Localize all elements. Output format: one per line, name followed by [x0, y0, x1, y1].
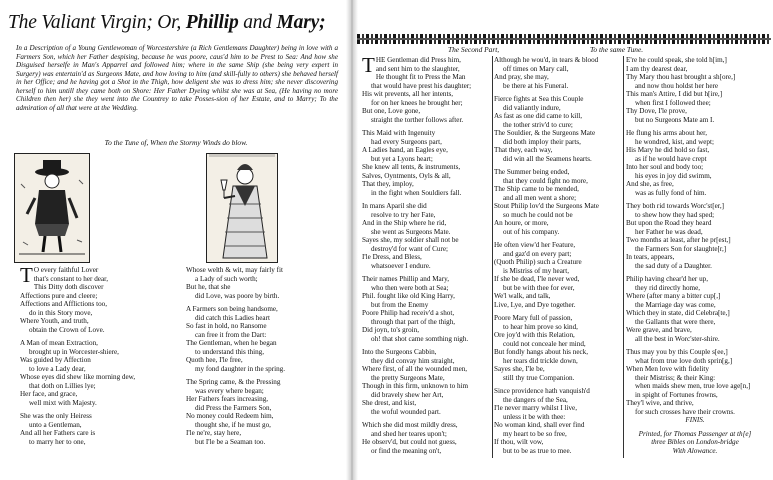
verse-line: that doth on Lillies lye;	[29, 381, 96, 390]
verse-line: but yet a Lyons heart;	[371, 154, 433, 163]
verse-line: Where (after many a bitter cup[,]	[626, 292, 721, 300]
verse-line: If she be dead, I'le never wed,	[494, 275, 580, 283]
tune-line: To the Tune of, When the Stormy Winds do blow.	[104, 138, 248, 147]
verse-line: did Love, was poore by birth.	[195, 291, 280, 300]
verse-line: Where first, of all the wounded men,	[362, 365, 468, 373]
verse-line: Although he wou'd, in tears & blood	[494, 56, 599, 64]
verse-line: Affections pure and cleere;	[20, 291, 98, 300]
imprint-line: Printed, for Thomas Passenger at th[e]	[638, 429, 752, 438]
verse-line: the dangers of the Sea,	[503, 395, 568, 404]
verse-line: or find the meaning on't,	[371, 446, 442, 455]
verse-line: (Quoth Philip) such a Creature	[494, 258, 582, 266]
verse-line: Stout Philip lov'd the Surgeons Mate	[494, 202, 599, 210]
verse-line: my fond daughter in the spring.	[195, 364, 286, 373]
verse-line: did bravely shew her Art,	[371, 390, 444, 399]
verse-line: Two months at least, after he pr[est,]	[626, 236, 731, 244]
verse-line: Though in this firm, unknown to him	[362, 382, 469, 390]
verse-line: off times on Mary call,	[503, 64, 569, 73]
verse-line: her Father he was dead,	[635, 227, 703, 236]
verse-line: they rid directly home,	[635, 283, 701, 292]
verse-line: Whose welth & wit, may fairly fit	[186, 266, 283, 274]
verse-line: and gaz'd on every part;	[503, 249, 572, 258]
verse-line: but I'le be a Seaman too.	[195, 437, 266, 446]
verse-line: Thus may you by this Couple s[ee,]	[626, 348, 728, 356]
verse-line: And in the Ship where he rid,	[362, 219, 447, 227]
verse-line: Sayes she, I'le be,	[494, 365, 545, 373]
verse-line: Since providence hath vanquish'd	[494, 387, 590, 395]
verse-line: Whose eyes did shew like morning dew,	[20, 373, 136, 381]
right-page	[356, 0, 773, 480]
part-two-column-2	[494, 56, 622, 455]
verse-line: resolve to try her Fate,	[371, 210, 436, 219]
verse-line: did catch this Ladies heart	[195, 313, 270, 322]
part-one-column-1	[20, 263, 170, 446]
verse-line: can free it from the Dart:	[195, 330, 267, 339]
verse-line: he wondred, kist, and wept;	[635, 137, 714, 146]
verse-line: for on her knees he brought her;	[371, 98, 463, 107]
verse-line: Philip having chear'd her up,	[626, 275, 708, 283]
verse-line: all the best in Worc'ster-shire.	[635, 334, 720, 343]
finis-text: FINIS.	[685, 416, 705, 424]
verse-line: So fast in hold, no Ransome	[186, 322, 267, 330]
verse-line: His wit prevents, all her intents,	[362, 90, 454, 98]
verse-line: the Farmers Son for slaughte[r,]	[635, 244, 727, 253]
verse-line: They'l wive, and thrive,	[626, 399, 694, 407]
verse-line: her tears did trickle down,	[503, 356, 578, 365]
verse-line: who then were both at Sea;	[371, 283, 449, 292]
verse-line: He often view'd her Feature,	[494, 241, 576, 249]
verse-line: She drest, and kist,	[362, 399, 417, 407]
left-page	[0, 0, 352, 480]
verse-line: And she, as free,	[626, 180, 674, 188]
verse-line: in the fight when Souldiers fall.	[371, 188, 462, 197]
verse-line: and shed her teares upon't;	[371, 429, 447, 438]
verse-line: No money could Redeem him,	[186, 412, 274, 420]
verse-line: In tears, appears,	[626, 253, 675, 261]
verse-line: They both rid towards Worc'st[er,]	[626, 202, 725, 210]
verse-line: Live, Lye, and Dye together.	[494, 300, 576, 309]
drop-cap: T	[20, 263, 33, 287]
column-rule	[492, 56, 493, 458]
verse-line: Affections and Afflictions too,	[20, 300, 107, 308]
ballad-title: The Valiant Virgin; Or, Phillip and Mary;	[8, 12, 326, 33]
verse-line: when maids shew men, true love age[n,]	[635, 382, 751, 390]
verse-line: whatsoever I endure.	[371, 261, 431, 270]
verse-line: for such crosses have their crowns.	[635, 407, 735, 416]
verse-line: was every where began;	[195, 386, 264, 395]
verse-line: to hear him prove so kind,	[503, 322, 578, 331]
verse-line: that's constant to her dear,	[33, 274, 108, 283]
verse-line: and sent him to the slaughter,	[375, 64, 460, 73]
verse-line: When Men love with fidelity	[626, 365, 709, 373]
verse-line: The Spring came, & the Pressing	[186, 378, 281, 386]
verse-line: that they could fight no more,	[503, 176, 588, 185]
verse-line: No woman kind, shall ever find	[494, 421, 585, 429]
verse-line: This man's Attire, I did but h[ire,]	[626, 90, 723, 98]
verse-line: HE Gentleman did Press him,	[375, 56, 461, 64]
verse-line: is Mistriss of my heart,	[503, 266, 570, 275]
verse-line: their Mistriss; & their King:	[635, 373, 716, 382]
verse-line: He thought fit to Press the Man	[375, 73, 466, 81]
verse-line: did Press the Farmers Son,	[195, 403, 272, 412]
verse-line: A Man of mean Extraction,	[20, 339, 98, 347]
verse-line: in spight of Fortunes frowns,	[635, 390, 718, 399]
verse-line: O every faithful Lover	[33, 266, 99, 274]
drop-cap: T	[362, 53, 375, 77]
verse-line: they did convay him straight,	[371, 356, 455, 365]
verse-line: We'l walk, and talk,	[494, 292, 551, 300]
verse-line: I'le never marry whilst I live,	[494, 404, 577, 412]
verse-line: And pray, she may,	[494, 73, 549, 81]
verse-line: but be with thee for ever,	[503, 283, 575, 292]
verse-line: And all her Fathers care is	[20, 429, 96, 437]
verse-line: Their names Phillip and Mary,	[362, 275, 449, 283]
verse-line: I am thy dearest dear,	[626, 64, 688, 73]
verse-line: But upon the Road they heard	[626, 219, 712, 227]
verse-line: The Souldier, & the Surgeons Mate	[494, 129, 596, 137]
verse-line: to shew how they had sped;	[635, 210, 715, 219]
verse-line: well mixt with Majesty.	[29, 398, 97, 407]
verse-line: The Ship came to be mended,	[494, 185, 579, 193]
verse-line: She knew all tents, & instruments,	[362, 163, 461, 171]
verse-line: had every Surgeons part,	[371, 137, 442, 146]
verse-line: Poore Philip had receiv'd a shot,	[362, 309, 455, 317]
verse-line: she went as Surgeons Mate.	[371, 227, 451, 236]
imprint-line: With Alowance.	[672, 446, 718, 455]
verse-line: did win all the Seamens hearts.	[503, 154, 592, 163]
verse-line: the Marriage day was come,	[635, 300, 716, 309]
ornamental-banner	[357, 34, 771, 44]
verse-line: Phil. fought like old King Harry,	[362, 292, 455, 300]
verse-line: but to be as true to mee.	[503, 446, 572, 455]
verse-line: the Gallants that were there,	[635, 317, 716, 326]
verse-line: the tother striv'd to cure;	[503, 120, 573, 129]
verse-line: did valiantly indure,	[503, 103, 561, 112]
verse-line: In mans Aparil she did	[362, 202, 427, 210]
verse-line: thought she, if he must go,	[195, 420, 271, 429]
verse-line: Sayes she, my soldier shall not be	[362, 236, 459, 244]
verse-line: out of his company.	[503, 227, 560, 236]
verse-line: But one, Love gone,	[362, 107, 421, 115]
verse-line: I'le Dress, and Bless,	[362, 253, 422, 261]
verse-line: to understand this thing,	[195, 347, 265, 356]
verse-line: the pretty Surgeons Mate,	[371, 373, 445, 382]
verse-line: But he, that she	[186, 283, 231, 291]
part-two-column-3	[626, 56, 764, 455]
verse-line: Did joyn, to's groin,	[362, 326, 420, 334]
verse-line: But fondly hangs about his neck,	[494, 348, 589, 356]
verse-line: Poore Mary full of passion,	[494, 314, 573, 322]
verse-line: destroy'd for want of Cure;	[371, 244, 449, 253]
verse-line: did both imploy their parts,	[503, 137, 581, 146]
verse-line: This Ditty doth discover	[33, 283, 104, 291]
column-rule	[623, 56, 624, 458]
verse-line: be there at his Funeral.	[503, 81, 569, 90]
verse-line: but no Surgeons Mate am I.	[635, 115, 715, 124]
verse-line: Thy Mary thou hast brought a sh[ore,]	[626, 73, 736, 81]
verse-line: so much he could not be	[503, 210, 573, 219]
verse-line: and all men went a shore;	[503, 193, 577, 202]
verse-line: Were grave, and brave,	[626, 326, 692, 334]
verse-line: Which she did most mildly dress,	[362, 421, 458, 429]
verse-line: This Maid with Ingenuity	[362, 129, 436, 137]
part-one-column-2	[186, 266, 346, 446]
verse-line: Her Fathers fears increasing,	[186, 395, 269, 403]
verse-line: Her face, and grace,	[20, 390, 78, 398]
verse-line: obtain the Crown of Love.	[29, 325, 105, 334]
same-tune-heading: To the same Tune.	[590, 45, 644, 54]
imprint-line: three Bibles on London-bridge	[651, 438, 739, 446]
verse-line: still thy true Companion.	[503, 373, 575, 382]
verse-line: The Summer being ended,	[494, 168, 570, 176]
verse-line: to love a Lady dear,	[29, 364, 86, 373]
verse-line: A Farmers son being handsome,	[186, 305, 278, 313]
verse-line: He flung his arms about her,	[626, 129, 708, 137]
verse-line: E're he could speak, she told h[im,]	[626, 56, 727, 64]
verse-line: Quoth hee, I'le free,	[186, 356, 243, 364]
verse-line: what from true love doth sprin[g,]	[635, 356, 733, 365]
verse-line: straight the torther follows after.	[371, 115, 464, 124]
woodcut-woman	[206, 153, 278, 263]
verse-line: The Gentleman, when he began	[186, 339, 277, 347]
second-part-heading: The Second Part,	[448, 45, 500, 54]
verse-line: and now thou holdst her here	[635, 81, 719, 90]
verse-line: but from the Enemy	[371, 300, 429, 309]
verse-line: Ore joy'd with this Relation,	[494, 331, 575, 339]
verse-line: unless it be with thee:	[503, 412, 566, 421]
verse-line: oh! that shot came somthing nigh.	[371, 334, 469, 343]
verse-line: the sad duty of a Daughter.	[635, 261, 712, 270]
verse-line: That they, each way,	[494, 146, 553, 154]
verse-line: through that part of the thigh,	[371, 317, 456, 326]
verse-line: Salves, Oyntments, Oyls & all,	[362, 171, 451, 180]
verse-line: She was the only Heiress	[20, 412, 92, 420]
verse-line: Which they in state, did Celebra[te,]	[626, 309, 730, 317]
woodcut-man	[14, 153, 90, 263]
verse-line: to marry her to one,	[29, 437, 86, 446]
verse-line: that would have prest his daughter;	[371, 81, 472, 90]
verse-line: I'le ne're, stay here,	[186, 429, 242, 437]
verse-line: A Ladies hand, an Eagles eye,	[362, 146, 448, 154]
verse-line: unto a Gentleman,	[29, 420, 82, 429]
verse-line: Into the Surgeons Cabbin,	[362, 348, 437, 356]
intro-paragraph: In a Description of a Young Gentlewoman of Worcestershire (a Rich Gentlemans Daughter) being in love with a Farmers Son, which her Father despising, because he was poore, caus'd him to be Prest to Sea: And how she Disguised herselfe in Man's Apparrel and followed him; where in the same Ship (she being very expert in Surgery) was entertain'd as Surgeons Mate, and how loving to him (and skill-fully to others) she behaved herself in her Office; and he having got a Shot in the Thigh, how deligent she was to dress him; she never discovering herself to him untill they came both on Shore: Her Father Dyeing whilst she was at Sea, (He having no more Children then her) she they went into the Countrey to take Posses-sion of her Estate, and to Marry; To the admiration of all that were at the Wedding.	[16, 44, 338, 112]
verse-line: my heart to be so free,	[503, 429, 567, 438]
verse-line: Was guided by Affection	[20, 356, 91, 364]
verse-line: could not conceale her mind,	[503, 339, 586, 348]
verse-line: Where Youth, and truth,	[20, 317, 89, 325]
verse-line: His Mary he did hold so fast,	[626, 146, 710, 154]
verse-line: do in this Story move,	[29, 308, 93, 317]
verse-line: when first I followed thee;	[635, 98, 711, 107]
verse-line: his eyes in joy did swimm,	[635, 171, 712, 180]
verse-line: As fast as one did came to kill,	[494, 112, 583, 120]
verse-line: the woful wounded part.	[371, 407, 441, 416]
verse-line: That they, imploy,	[362, 180, 414, 188]
verse-line: If thou, wilt vow,	[494, 438, 544, 446]
verse-line: He observ'd, but could not guess,	[362, 438, 457, 446]
verse-line: Thy Dove, I'le prove,	[626, 107, 687, 115]
verse-line: An houre, or more,	[494, 219, 549, 227]
verse-line: brought up in Worcester-shiere,	[29, 347, 119, 356]
verse-line: a Lady of such worth;	[195, 274, 258, 283]
verse-line: was as fully fond of him.	[635, 188, 707, 197]
verse-line: Into her soul and body too;	[626, 163, 704, 171]
part-two-column-1	[362, 53, 492, 455]
verse-line: as if he would have crept	[635, 154, 707, 163]
verse-line: Fierce fights at Sea this Couple	[494, 95, 584, 103]
